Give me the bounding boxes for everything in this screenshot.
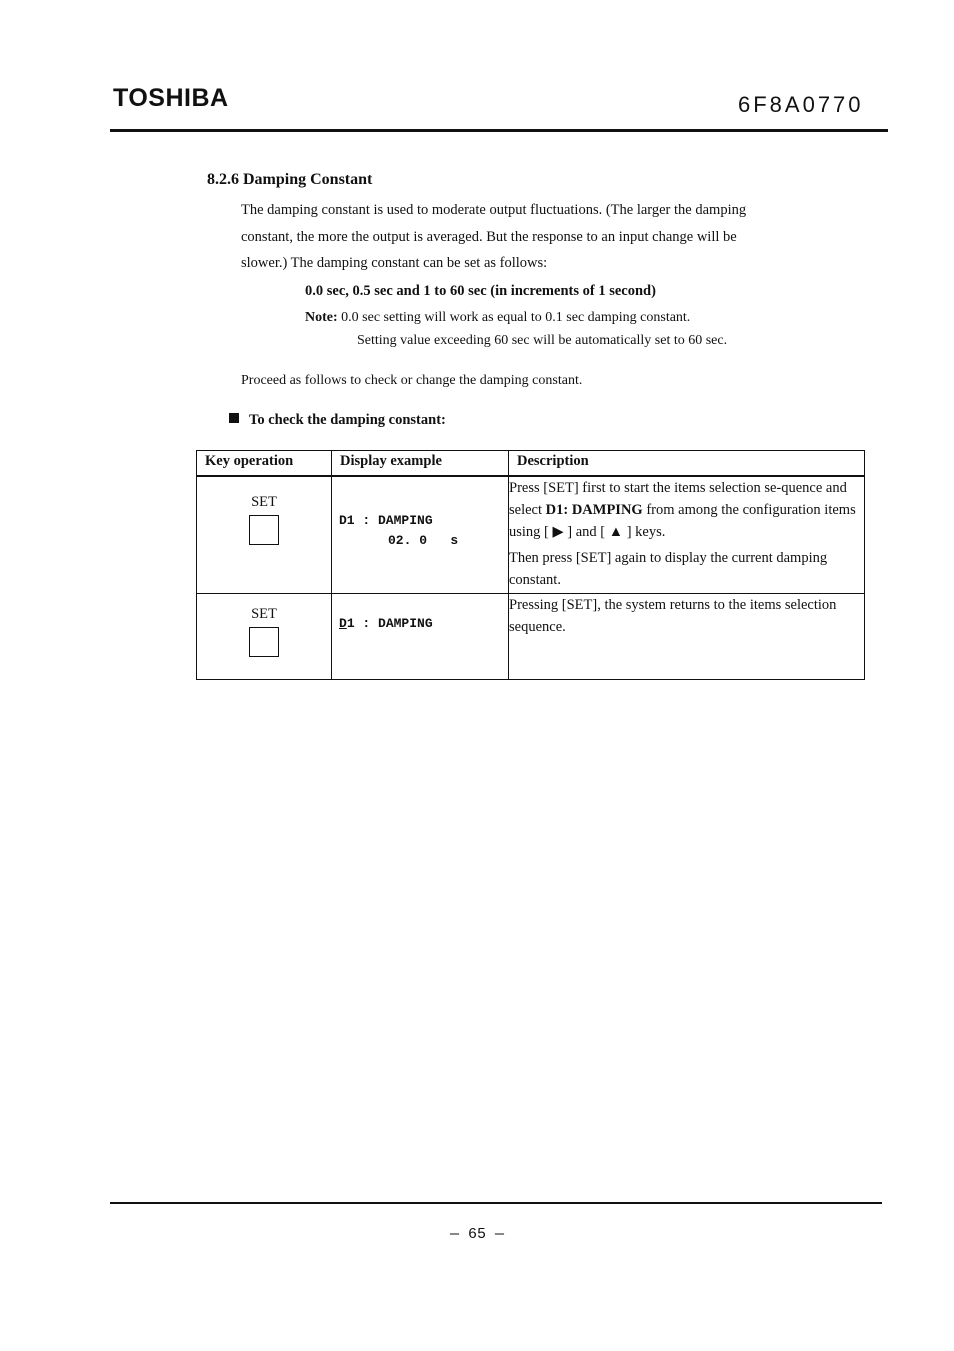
display-line: 02. 0 s <box>388 533 459 548</box>
damping-range: 0.0 sec, 0.5 sec and 1 to 60 sec (in increments of 1 second) <box>305 283 656 299</box>
toshiba-logo: TOSHIBA <box>113 84 229 112</box>
key-cell <box>197 593 332 679</box>
description-paragraph: Then press [SET] again to display the current damping constant. <box>509 550 828 588</box>
square-bullet-icon <box>229 413 239 423</box>
table-header-row <box>197 451 865 477</box>
paragraph-line: The damping constant is used to moderate output fluctuations. (The larger the damping <box>241 202 747 218</box>
table-row <box>197 593 865 679</box>
display-line <box>339 616 508 631</box>
table-row <box>197 476 865 593</box>
description-text: from among the configuration items using [ ▶ ] and [ ▲ ] keys. <box>509 502 856 540</box>
note-continued: Setting value exceeding 60 sec will be automatically set to 60 sec. <box>357 333 728 348</box>
set-key-icon <box>249 515 279 545</box>
display-cell <box>332 476 509 593</box>
intro-paragraph <box>241 197 841 277</box>
bullet-heading <box>229 412 446 429</box>
header-key-operation: Key operation <box>197 451 332 477</box>
paragraph-line: constant, the more the output is averaged. But the response to an input change will be <box>241 228 737 245</box>
note-label: Note: <box>305 310 338 325</box>
display-line: D1 : DAMPING <box>339 513 433 528</box>
description-cell <box>509 476 865 593</box>
header-description: Description <box>509 451 865 477</box>
note <box>305 310 690 326</box>
bullet-heading-text: To check the damping constant: <box>249 412 446 428</box>
proceed-text: Proceed as follows to check or change the damping constant. <box>241 373 583 388</box>
section-title: 8.2.6 Damping Constant <box>207 171 373 188</box>
footer-rule <box>110 1202 882 1204</box>
document-number: 6F8A0770 <box>738 92 864 117</box>
paragraph-line: slower.) The damping constant can be set as follows: <box>241 255 548 271</box>
display-text: 1 : DAMPING <box>346 615 433 631</box>
page-number: — 65 — <box>449 1226 504 1243</box>
description-bold: D1: DAMPING <box>545 502 643 518</box>
description-paragraph <box>509 477 864 543</box>
note-text: 0.0 sec setting will work as equal to 0.1 sec damping constant. <box>341 310 691 325</box>
header-display-example: Display example <box>332 451 509 477</box>
set-key-label: SET <box>251 605 277 622</box>
display-cell <box>332 593 509 679</box>
operation-table <box>196 450 865 680</box>
header-rule <box>110 129 888 132</box>
set-key-label: SET <box>251 494 277 510</box>
description-paragraph: Pressing [SET], the system returns to the items selection sequence. <box>509 596 837 635</box>
description-text: Press [SET] first to start the items selection se-quence and select <box>509 480 847 518</box>
description-cell <box>509 593 865 679</box>
set-key-icon <box>249 627 279 657</box>
key-cell <box>197 476 332 593</box>
cursor-char: D <box>339 615 347 631</box>
